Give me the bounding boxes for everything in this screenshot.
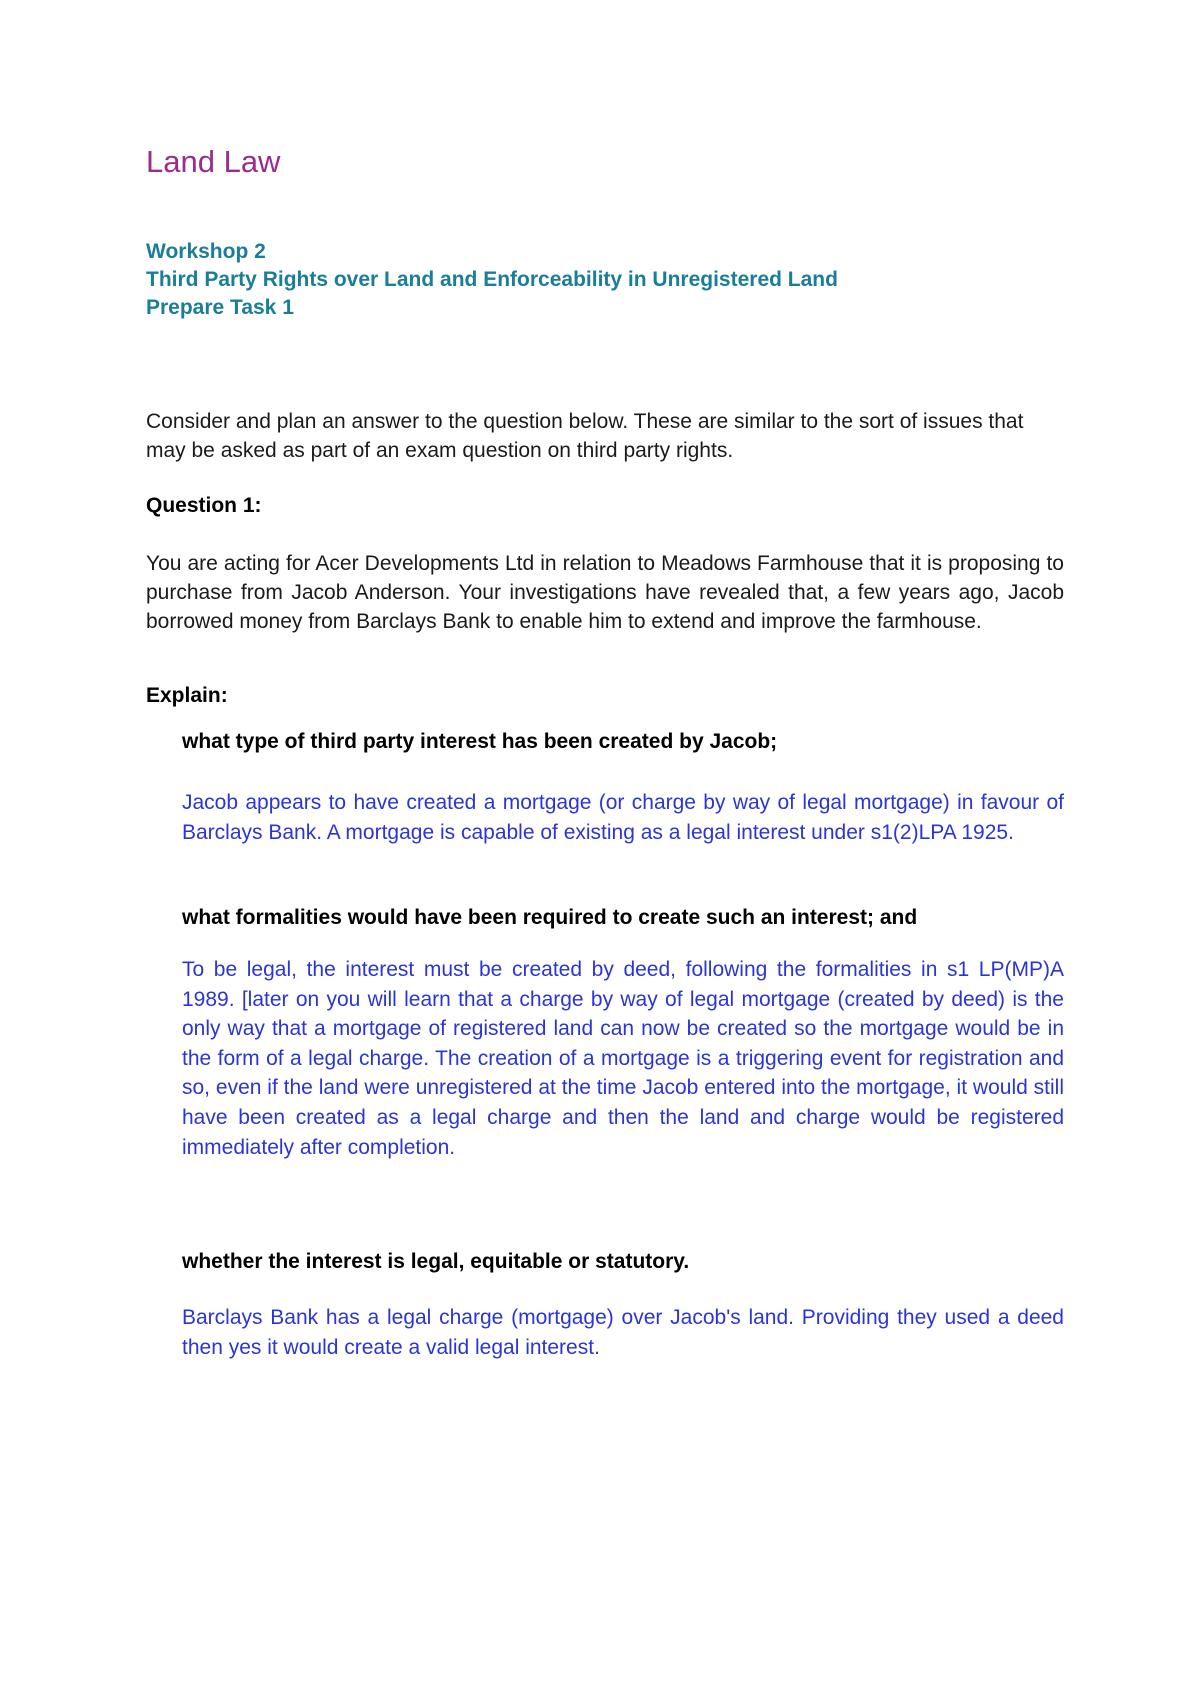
answer-item-2: To be legal, the interest must be created by deed, following the formalities in s1 LP(MP)A 1989. [later on you will learn that a charge by way of legal mortgage (created by deed) is the only way that a mortgage of registered land can now be created so the mortgage would be in the form of a legal charge. The creation of a mortgage is a triggering event for registration and so, even if the land were unregistered at the time Jacob entered into the mortgage, it would still have been created as a legal charge and then the land and charge would be registered immediately after completion. bbox=[182, 958, 1064, 1159]
workshop-subtitle: Third Party Rights over Land and Enforceability in Unregistered Land bbox=[146, 268, 838, 291]
workshop-heading: Workshop 2 bbox=[146, 240, 266, 263]
answer-item-1: Jacob appears to have created a mortgage (or charge by way of legal mortgage) in favour of Barclays Bank. A mortgage is capable of existing as a legal interest under s1(2)LPA 1925. bbox=[182, 791, 1064, 844]
intro-paragraph: Consider and plan an answer to the question below. These are similar to the sort of issues that may be asked as part of an exam question on third party rights. bbox=[146, 410, 1024, 462]
question-item-1: what type of third party interest has been created by Jacob; bbox=[182, 730, 778, 753]
question-label: Question 1: bbox=[146, 494, 262, 517]
answer-item-3: Barclays Bank has a legal charge (mortgage) over Jacob's land. Providing they used a deed then yes it would create a valid legal interest. bbox=[182, 1306, 1064, 1359]
explain-label: Explain: bbox=[146, 684, 228, 707]
question-item-2: what formalities would have been required to create such an interest; and bbox=[182, 906, 918, 929]
scenario-paragraph: You are acting for Acer Developments Ltd in relation to Meadows Farmhouse that it is proposing to purchase from Jacob Anderson. Your investigations have revealed that, a few years ago, Jacob borrowed money from Barclays Bank to enable him to extend and improve the farmhouse. bbox=[146, 552, 1064, 633]
document-title: Land Law bbox=[146, 144, 281, 179]
task-heading: Prepare Task 1 bbox=[146, 296, 294, 319]
question-item-3: whether the interest is legal, equitable or statutory. bbox=[182, 1250, 690, 1273]
